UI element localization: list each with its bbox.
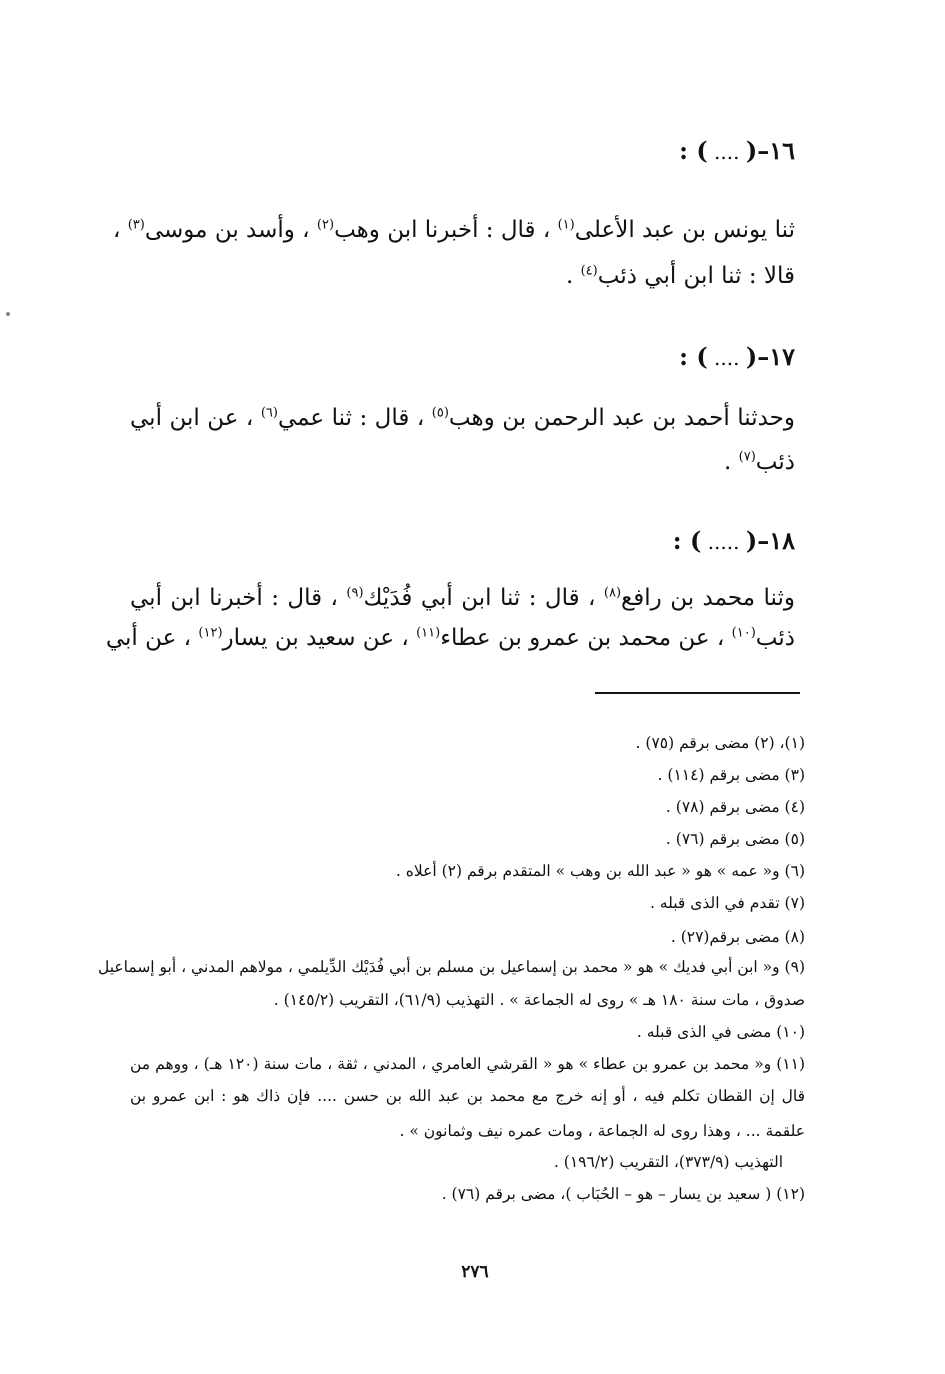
text-run: قالا : ثنا ابن أبي ذئب [597,263,795,289]
text-run: وثنا محمد بن رافع [621,585,795,611]
body-line [112,216,795,244]
heading-dots: .... [707,140,746,164]
text-run: ، قال : أخبرنا ابن وهب [334,217,558,243]
footnote-ref: (٤) [580,263,598,279]
footnote-ref: (١٠) [731,625,756,641]
footnote: (٤) مضى برقم (٧٨) . [665,798,805,816]
footnote-continuation: علقمة ... ، وهذا روى له الجماعة ، ومات عمره نيف وثمانون » . [399,1122,805,1140]
text-run: ذئب [755,449,795,475]
footnote-ref: (٥) [431,405,449,421]
hadith-heading-17 [679,342,795,371]
footnote: (٩) و« ابن أبي فديك » هو « محمد بن إسماعيل بن مسلم بن أبي فُدَيْك الدِّيلمي ، مولاهم المدني ، أبو إسماعيل [97,958,805,976]
hadith-number: ١٧ [769,342,795,371]
footnote-continuation: التهذيب (٣٧٣/٩)، التقريب (١٩٦/٢) . [553,1153,783,1171]
body-line [130,404,795,432]
text-run: ذئب [755,625,795,651]
footnote-continuation: صدوق ، مات سنة ١٨٠ هـ » روى له الجماعة » . التهذيب (٦١/٩)، التقريب (١٤٥/٢) . [273,991,805,1009]
footnote: (٨) مضى برقم(٢٧) . [670,928,805,946]
footnote-ref: (٢) [316,217,335,233]
footnote-ref: (٩) [346,585,364,601]
text-run: . [565,263,581,289]
footnote: (١٢) ( سعيد بن يسار – هو – الحُبَاب )، مضى برقم (٧٦) . [441,1185,805,1203]
text-run: ، عن محمد بن عمرو بن عطاء [440,625,732,651]
text-run: ، وأسد بن موسى [144,217,317,243]
heading-separator: –( [745,526,770,555]
footnote: (٣) مضى برقم (١١٤) . [657,766,805,784]
heading-separator: –( [745,342,770,371]
heading-end: ) : [679,342,708,371]
text-run: ثنا يونس بن عبد الأعلى [574,217,795,243]
heading-dots: ..... [701,530,746,554]
footnote: (١)، (٢) مضى برقم (٧٥) . [635,734,805,752]
text-run: ، عن ابن أبي [130,405,261,431]
footnote: (٥) مضى برقم (٧٦) . [665,830,805,848]
footnote-ref: (١) [557,217,575,233]
body-line [130,262,795,290]
hadith-heading-18 [673,526,795,555]
heading-end: ) : [679,136,708,165]
heading-separator: –( [745,136,770,165]
footnote: (١٠) مضى في الذى قبله . [636,1023,805,1041]
text-run: ، قال : أخبرنا ابن أبي [130,585,347,611]
scan-mark [6,312,10,316]
heading-end: ) : [672,526,702,555]
footnote-ref: (٨) [603,585,622,601]
footnote-continuation: قال إن القطان تكلم فيه ، أو إنه خرج مع محمد بن عبد الله بن حسن .... فإن ذاك هو : ابن عمرو بن [130,1087,805,1105]
footnote-ref: (٦) [260,405,278,421]
footnote: (١١) و« محمد بن عمرو بن عطاء » هو « القرشي العامري ، المدني ، ثقة ، مات سنة (١٢٠ هـ) ، ووهم من [130,1055,805,1073]
text-run: ، [112,217,128,243]
body-line [130,584,795,612]
hadith-number: ١٨ [769,526,795,555]
footnote-ref: (٣) [127,217,145,233]
hadith-number: ١٦ [769,136,795,165]
body-line [130,448,795,476]
text-run: . [724,449,739,475]
heading-dots: .... [707,346,746,370]
text-run: ، قال : ثنا عمي [277,405,432,431]
footnote: (٦) و« عمه » هو « عبد الله بن وهب » المتقدم برقم (٢) أعلاه . [395,862,805,880]
footnote-ref: (١٢) [198,625,223,641]
text-run: ، قال : ثنا ابن أبي فُدَيْك [363,585,604,611]
page-number: ٢٧٦ [461,1262,489,1282]
footnote: (٧) تقدم في الذى قبله . [649,894,805,912]
text-run: ، عن سعيد بن يسار [222,625,417,651]
text-run: وحدثنا أحمد بن عبد الرحمن بن وهب [448,405,795,431]
hadith-heading-16 [679,136,795,165]
footnote-ref: (٧) [738,449,756,465]
footnote-separator [595,692,800,694]
text-run: ، عن أبي [105,625,199,651]
body-line [105,624,795,652]
footnote-ref: (١١) [416,625,441,641]
